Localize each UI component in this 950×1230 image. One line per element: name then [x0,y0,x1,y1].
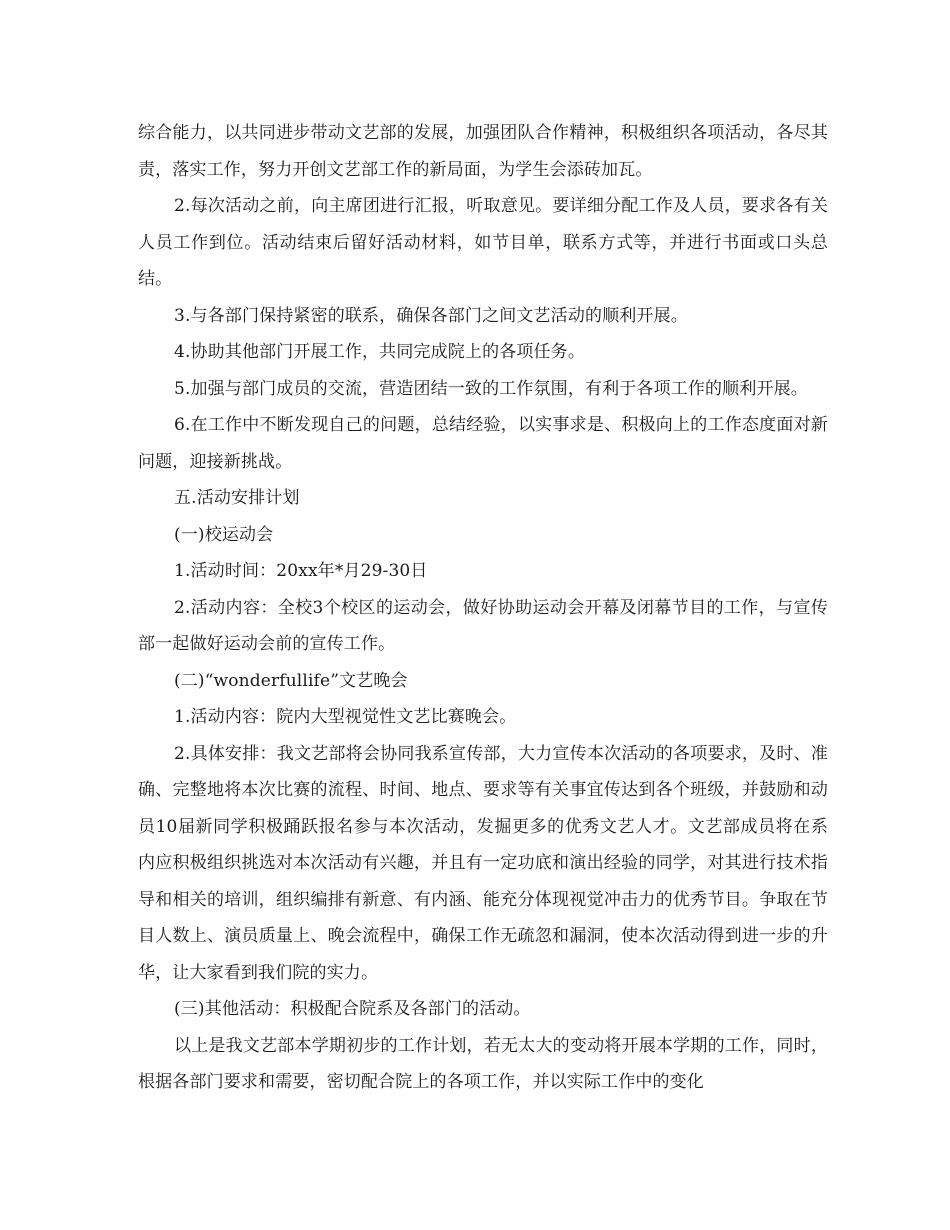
paragraph-item-3: 3.与各部门保持紧密的联系，确保各部门之间文艺活动的顺利开展。 [174,305,688,326]
gala-content: 1.活动内容：院内大型视觉性文艺比赛晚会。 [174,707,517,727]
subsection-heading-sports-meet: (一)校运动会 [174,524,274,545]
gala-arrangement: 2.具体安排：我文艺部将会协同我系宣传部，大力宣传本次活动的各项要求，及时、准确、完整地将本次比赛的流程、时间、地点、要求等有关事宜传达到各个班级，并鼓励和动员10届新同学积极踊跃报名参与本次活动，发掘更多的优秀文艺人才。文艺部成员将在系内应积极组织挑选对本次活动有兴趣，并且有一定功底和演出经验的同学，对其进行技术指导和相关的培训，组织编排有新意、有内涵、能充分体现视觉冲击力的优秀节目。争取在节目人数上、演员质量上、晚会流程中，确保工作无疏忽和漏洞，使本次活动得到进一步的升华，让大家看到我们院的实力。 [138,743,828,983]
paragraph-continuation: 综合能力，以共同进步带动文艺部的发展，加强团队合作精神，积极组织各项活动，各尽其责，落实工作，努力开创文艺部工作的新局面，为学生会添砖加瓦。 [138,123,828,180]
section-heading-activity-plan: 五.活动安排计划 [174,488,300,508]
paragraph-item-4: 4.协助其他部门开展工作，共同完成院上的各项任务。 [174,342,585,362]
subsection-heading-other-activities: (三)其他活动：积极配合院系及各部门的活动。 [174,999,531,1019]
subsection-heading-gala: (二)“wonderfullife”文艺晚会 [174,670,408,691]
sports-meet-time: 1.活动时间：20xx年*月29-30日 [174,561,428,581]
document-body [138,115,828,1101]
paragraph-item-5: 5.加强与部门成员的交流，营造团结一致的工作氛围，有利于各项工作的顺利开展。 [174,378,808,399]
sports-meet-content: 2.活动内容：全校3个校区的运动会，做好协助运动会开幕及闭幕节目的工作，与宣传部一起做好运动会前的宣传工作。 [138,597,828,654]
paragraph-item-2: 2.每次活动之前，向主席团进行汇报，听取意见。要详细分配工作及人员，要求各有关人员工作到位。活动结束后留好活动材料，如节目单，联系方式等，并进行书面或口头总结。 [138,196,828,289]
closing-paragraph: 以上是我文艺部本学期初步的工作计划，若无太大的变动将开展本学期的工作，同时，根据各部门要求和需要，密切配合院上的各项工作，并以实际工作中的变化 [138,1035,828,1092]
paragraph-item-6: 6.在工作中不断发现自己的问题，总结经验，以实事求是、积极向上的工作态度面对新问题，迎接新挑战。 [138,415,828,472]
